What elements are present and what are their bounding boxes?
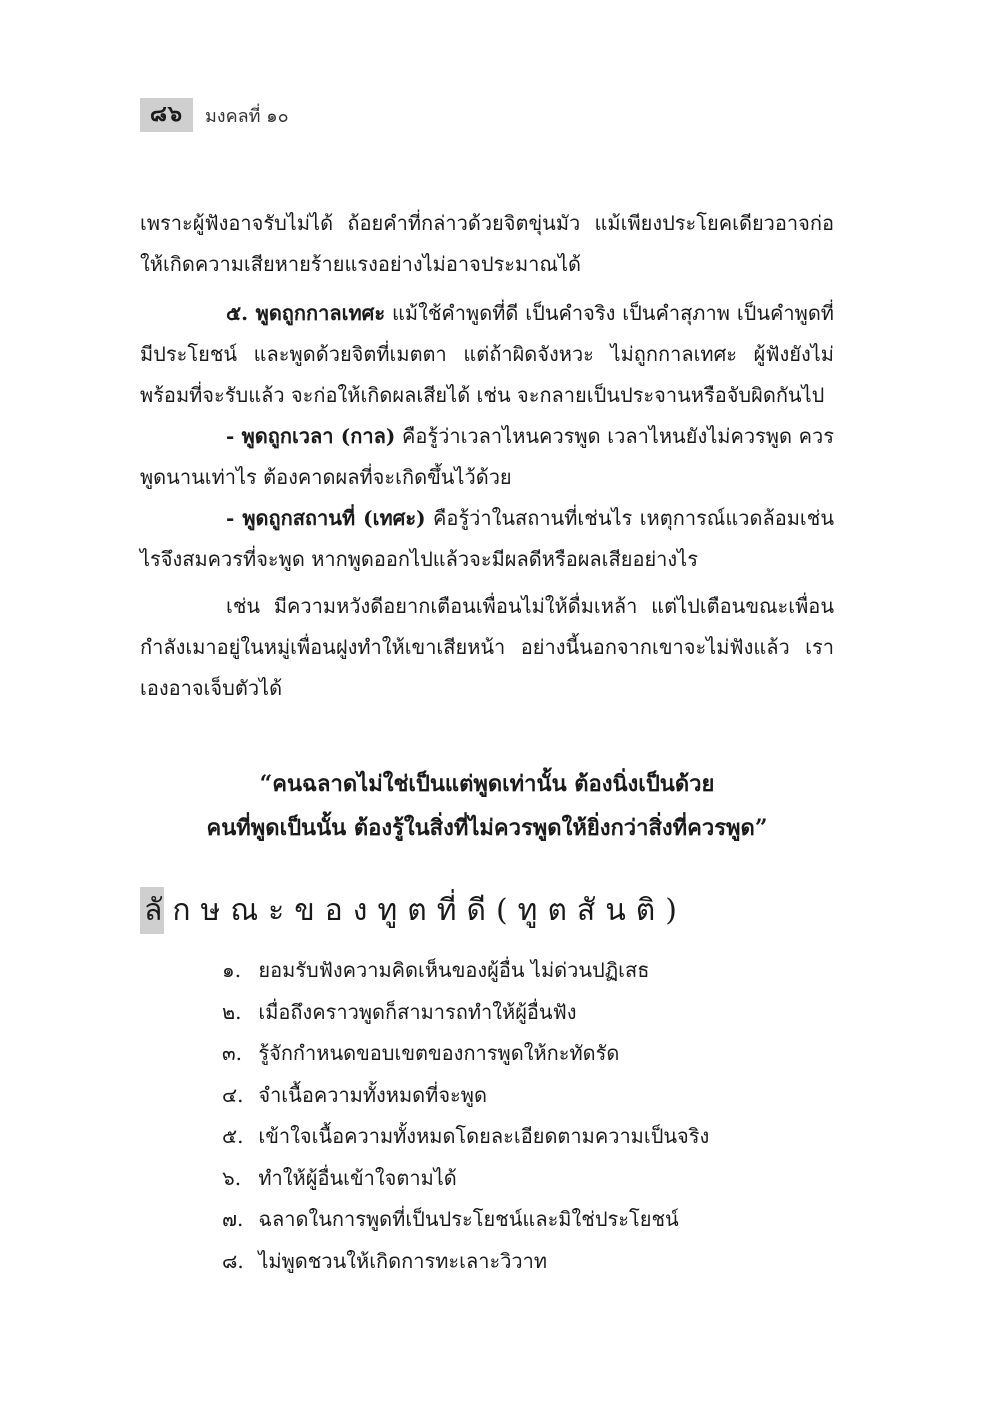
list-item-number: ๘. bbox=[222, 1248, 244, 1273]
body-text bbox=[140, 203, 834, 709]
paragraph-4-text: คือรู้ว่าในสถานที่เช่นไร เหตุการณ์แวดล้อมเช่นไรจึงสมควรที่จะพูด หากพูดออกไปแล้วจะมีผลดีหรือผลเสียอย่างไร bbox=[140, 506, 834, 571]
paragraph-4 bbox=[140, 498, 834, 580]
page-header bbox=[140, 98, 289, 132]
list-item bbox=[222, 1075, 709, 1117]
paragraph-2-text: แม้ใช้คำพูดที่ดี เป็นคำจริง เป็นคำสุภาพ เป็นคำพูดที่มีประโยชน์ และพูดด้วยจิตที่เมตตา แต่ถ้าผิดจังหวะ ไม่ถูกกาลเทศะ ผู้ฟังยังไม่พร้อมที่จะรับแล้ว จะก่อให้เกิดผลเสียได้ เช่น จะกลายเป็นประจานหรือจับผิดกันไป bbox=[140, 301, 834, 407]
list-item bbox=[222, 1033, 709, 1075]
list-item-number: ๑. bbox=[222, 958, 242, 982]
list-item-text: จำเนื้อความทั้งหมดที่จะพูด bbox=[258, 1082, 487, 1107]
section-heading bbox=[140, 884, 687, 936]
paragraph-1: เพราะผู้ฟังอาจรับไม่ได้ ถ้อยคำที่กล่าวด้วยจิตขุ่นมัว แม้เพียงประโยคเดียวอาจก่อให้เกิดความเสียหายร้ายแรงอย่างไม่อาจประมาณได้ bbox=[140, 211, 834, 276]
list-item-text: ฉลาดในการพูดที่เป็นประโยชน์และมิใช่ประโยชน์ bbox=[258, 1207, 679, 1231]
list-item-number: ๔. bbox=[222, 1082, 244, 1107]
list-item-number: ๓. bbox=[222, 1041, 243, 1065]
quote-line-1: “คนฉลาดไม่ใช่เป็นแต่พูดเท่านั้น ต้องนิ่งเป็นด้วย bbox=[259, 771, 715, 797]
list-item bbox=[222, 1158, 709, 1200]
section-heading-initial: ลั bbox=[140, 887, 164, 934]
paragraph-3-text: คือรู้ว่าเวลาไหนควรพูด เวลาไหนยังไม่ควรพูด ควรพูดนานเท่าไร ต้องคาดผลที่จะเกิดขึ้นไว้ด้วย bbox=[140, 424, 834, 489]
list-item-number: ๗. bbox=[222, 1207, 244, 1231]
list-item-number: ๒. bbox=[222, 999, 242, 1024]
paragraph-5: เช่น มีความหวังดีอยากเตือนเพื่อนไม่ให้ดื่มเหล้า แต่ไปเตือนขณะเพื่อนกำลังเมาอยู่ในหมู่เพื่อนฝูงทำให้เขาเสียหน้า อย่างนี้นอกจากเขาจะไม่ฟังแล้ว เราเองอาจเจ็บตัวได้ bbox=[140, 594, 834, 700]
list-item-number: ๖. bbox=[222, 1165, 242, 1190]
list-item bbox=[222, 1116, 709, 1158]
paragraph-3 bbox=[140, 416, 834, 498]
list-item bbox=[222, 950, 709, 992]
quote-line-2: คนที่พูดเป็นนั้น ต้องรู้ในสิ่งที่ไม่ควรพูดให้ยิ่งกว่าสิ่งที่ควรพูด” bbox=[206, 815, 768, 841]
page-number: ๘๖ bbox=[140, 98, 193, 132]
list-item-text: ยอมรับฟังความคิดเห็นของผู้อื่น ไม่ด่วนปฏิเสธ bbox=[258, 958, 650, 982]
chapter-title: มงคลที่ ๑๐ bbox=[204, 105, 289, 127]
section-heading-text: กษณะของทูตที่ดี(ทูตสันติ) bbox=[172, 892, 687, 928]
list-item-text: เข้าใจเนื้อความทั้งหมดโดยละเอียดตามความเป็นจริง bbox=[258, 1124, 710, 1148]
list-item bbox=[222, 1241, 709, 1283]
paragraph-3-heading: - พูดถูกเวลา (กาล) bbox=[226, 424, 396, 448]
trait-list bbox=[222, 950, 709, 1282]
paragraph-2-heading: ๕. พูดถูกกาลเทศะ bbox=[226, 301, 386, 325]
quote-block bbox=[140, 762, 834, 850]
paragraph-2 bbox=[140, 293, 834, 416]
list-item-text: ทำให้ผู้อื่นเข้าใจตามได้ bbox=[258, 1165, 457, 1190]
list-item-text: รู้จักกำหนดขอบเขตของการพูดให้กะทัดรัด bbox=[258, 1041, 620, 1065]
list-item bbox=[222, 992, 709, 1034]
paragraph-4-heading: - พูดถูกสถานที่ (เทศะ) bbox=[226, 506, 426, 530]
list-item-text: ไม่พูดชวนให้เกิดการทะเลาะวิวาท bbox=[258, 1248, 548, 1273]
list-item-text: เมื่อถึงคราวพูดก็สามารถทำให้ผู้อื่นฟัง bbox=[258, 999, 577, 1024]
list-item bbox=[222, 1199, 709, 1241]
list-item-number: ๕. bbox=[222, 1124, 244, 1148]
